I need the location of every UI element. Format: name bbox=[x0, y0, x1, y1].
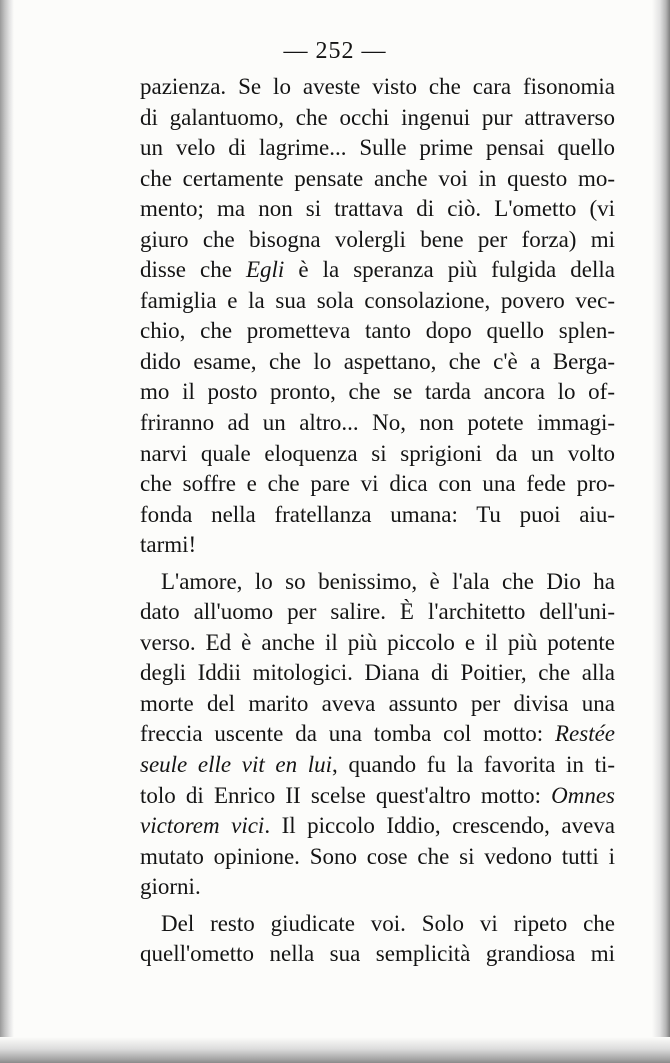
text-line: Del resto giudicate voi. Solo vi ripeto che bbox=[161, 910, 615, 936]
italic-phrase: Egli bbox=[245, 257, 285, 283]
body-text bbox=[140, 72, 615, 970]
text-line: friranno ad un altro... No, non potete immagi- bbox=[140, 410, 615, 436]
italic-phrase: seule elle vit en lui bbox=[140, 752, 333, 778]
text-line: mento; ma non si trattava di ciò. L'ometto (vi bbox=[140, 196, 615, 222]
text-line: morte del marito aveva assunto per divisa una bbox=[140, 690, 615, 716]
italic-phrase: victorem vici bbox=[140, 813, 265, 839]
text-line: narvi quale eloquenza si sprigioni da un volto bbox=[140, 440, 615, 466]
text-line: dato all'uomo per salire. È l'architetto dell'uni- bbox=[140, 599, 615, 625]
text-line: tarmi! bbox=[140, 532, 197, 558]
text-line: fonda nella fratellanza umana: Tu puoi aiu- bbox=[140, 501, 615, 527]
text-line: quell'ometto nella sua semplicità grandiosa mi bbox=[140, 941, 615, 967]
text-line: un velo di lagrime... Sulle prime pensai quello bbox=[140, 135, 615, 161]
text-line: L'amore, lo so benissimo, è l'ala che Dio ha bbox=[161, 568, 615, 594]
text-line: giorni. bbox=[140, 874, 201, 900]
text-line: mutato opinione. Sono cose che si vedono tutti i bbox=[140, 843, 615, 869]
text-line: degli Iddii mitologici. Diana di Poitier, che alla bbox=[140, 660, 615, 686]
italic-phrase: Restée bbox=[554, 721, 615, 747]
text-line: famiglia e la sua sola consolazione, povero vec- bbox=[140, 287, 615, 313]
text-line: di galantuomo, che occhi ingenui pur attraverso bbox=[140, 104, 615, 130]
text-line: che certamente pensate anche voi in questo mo- bbox=[140, 165, 615, 191]
page-bottom-shadow bbox=[0, 1037, 670, 1063]
text-line: victorem vici. Il piccolo Iddio, crescendo, aveva bbox=[140, 813, 615, 839]
text-line: chio, che prometteva tanto dopo quello splen- bbox=[140, 318, 615, 344]
text-line: freccia uscente da una tomba col motto: Restée bbox=[140, 721, 615, 747]
text-line: mo il posto pronto, che se tarda ancora lo of- bbox=[140, 379, 615, 405]
text-line: tolo di Enrico II scelse quest'altro motto: Omnes bbox=[140, 782, 615, 808]
italic-phrase: Omnes bbox=[551, 782, 615, 808]
text-line: seule elle vit en lui, quando fu la favorita in ti- bbox=[140, 752, 615, 778]
text-line: disse che Egli è la speranza più fulgida della bbox=[140, 257, 615, 283]
page-left-shadow bbox=[0, 0, 14, 1063]
page-right-shadow bbox=[652, 0, 670, 1063]
text-line: verso. Ed è anche il più piccolo e il più potente bbox=[140, 629, 615, 655]
text-line: dido esame, che lo aspettano, che c'è a Berga- bbox=[140, 348, 615, 374]
text-line: giuro che bisogna volergli bene per forza) mi bbox=[140, 226, 615, 252]
page-number: — 252 — bbox=[283, 38, 387, 64]
text-line: pazienza. Se lo aveste visto che cara fisonomia bbox=[140, 74, 615, 99]
text-line: che soffre e che pare vi dica con una fede pro- bbox=[140, 471, 615, 497]
